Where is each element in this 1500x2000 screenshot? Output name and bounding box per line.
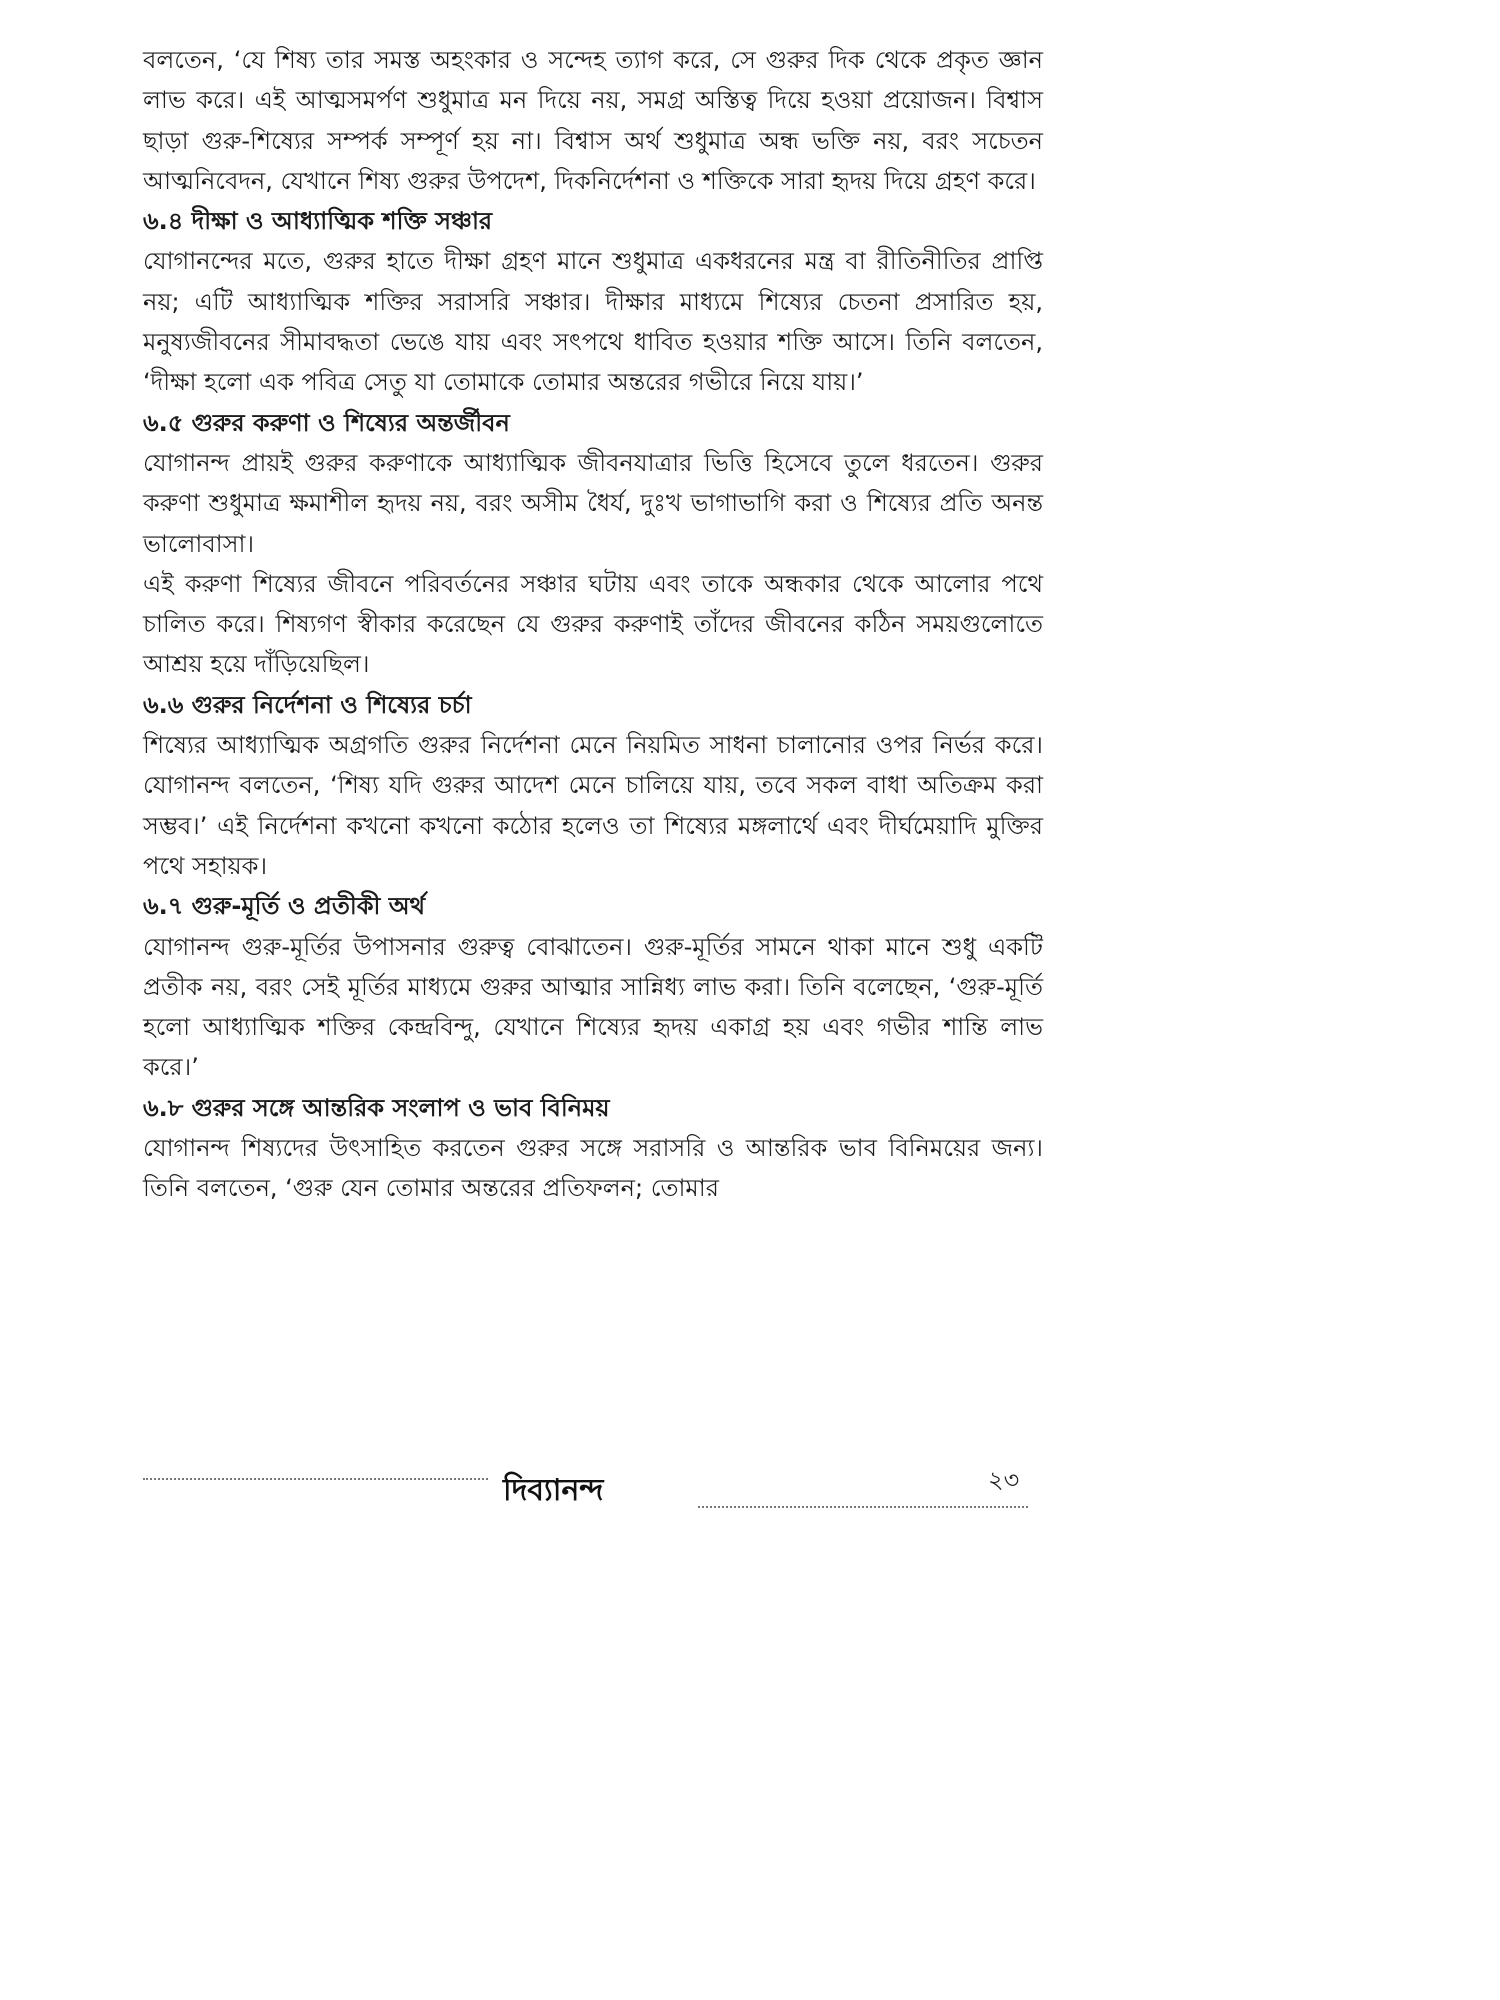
section-heading-6-6: ৬.৬ গুরুর নির্দেশনা ও শিষ্যের চর্চা [143, 690, 472, 719]
page-footer [143, 1462, 1043, 1522]
paragraph-songlap: যোগানন্দ শিষ্যদের উৎসাহিত করতেন গুরুর সঙ্গে সরাসরি ও আন্তরিক ভাব বিনিময়ের জন্য। তিনি বলতেন, ‘গুরু যেন তোমার অন্তরের প্রতিফলন; তোমার [143, 1134, 1043, 1203]
paragraph-intro: বলতেন, ‘যে শিষ্য তার সমস্ত অহংকার ও সন্দেহ ত্যাগ করে, সে গুরুর দিক থেকে প্রকৃত জ্ঞান লাভ করে। এই আত্মসমর্পণ শুধুমাত্র মন দিয়ে নয়, সমগ্র অস্তিত্ব দিয়ে হওয়া প্রয়োজন। বিশ্বাস ছাড়া গুরু-শিষ্যের সম্পর্ক সম্পূর্ণ হয় না। বিশ্বাস অর্থ শুধুমাত্র অন্ধ ভক্তি নয়, বরং সচেতন আত্মনিবেদন, যেখানে শিষ্য গুরুর উপদেশ, দিকনির্দেশনা ও শক্তিকে সারা হৃদয় দিয়ে গ্রহণ করে। [143, 46, 1043, 195]
footer-rule-right [698, 1506, 1028, 1508]
section-heading-6-4: ৬.৪ দীক্ষা ও আধ্যাত্মিক শক্তি সঞ্চার [143, 207, 493, 236]
footer-book-title: দিব্যানন্দ [503, 1473, 604, 1508]
section-heading-6-8: ৬.৮ গুরুর সঙ্গে আন্তরিক সংলাপ ও ভাব বিনিময় [143, 1093, 610, 1122]
footer-rule-left [143, 1478, 488, 1480]
paragraph-karuna-2: এই করুণা শিষ্যের জীবনে পরিবর্তনের সঞ্চার ঘটায় এবং তাকে অন্ধকার থেকে আলোর পথে চালিত করে। শিষ্যগণ স্বীকার করেছেন যে গুরুর করুণাই তাঁদের জীবনের কঠিন সময়গুলোতে আশ্রয় হয়ে দাঁড়িয়েছিল। [143, 569, 1043, 679]
paragraph-nirdeshona: শিষ্যের আধ্যাত্মিক অগ্রগতি গুরুর নির্দেশনা মেনে নিয়মিত সাধনা চালানোর ওপর নির্ভর করে। যোগানন্দ বলতেন, ‘শিষ্য যদি গুরুর আদেশ মেনে চালিয়ে যায়, তবে সকল বাধা অতিক্রম করা সম্ভব।’ এই নির্দেশনা কখনো কখনো কঠোর হলেও তা শিষ্যের মঙ্গলার্থে এবং দীর্ঘমেয়াদি মুক্তির পথে সহায়ক। [143, 731, 1043, 880]
paragraph-karuna-1: যোগানন্দ প্রায়ই গুরুর করুণাকে আধ্যাত্মিক জীবনযাত্রার ভিত্তি হিসেবে তুলে ধরতেন। গুরুর করুণা শুধুমাত্র ক্ষমাশীল হৃদয় নয়, বরং অসীম ধৈর্য, দুঃখ ভাগাভাগি করা ও শিষ্যের প্রতি অনন্ত ভালোবাসা। [143, 448, 1043, 558]
page-body [143, 40, 1043, 1209]
paragraph-diksha: যোগানন্দের মতে, গুরুর হাতে দীক্ষা গ্রহণ মানে শুধুমাত্র একধরনের মন্ত্র বা রীতিনীতির প্রাপ্তি নয়; এটি আধ্যাত্মিক শক্তির সরাসরি সঞ্চার। দীক্ষার মাধ্যমে শিষ্যের চেতনা প্রসারিত হয়, মনুষ্যজীবনের সীমাবদ্ধতা ভেঙে যায় এবং সৎপথে ধাবিত হওয়ার শক্তি আসে। তিনি বলতেন, ‘দীক্ষা হলো এক পবিত্র সেতু যা তোমাকে তোমার অন্তরের গভীরে নিয়ে যায়।’ [143, 247, 1043, 397]
page-number: ২৩ [988, 1466, 1020, 1494]
section-heading-6-7: ৬.৭ গুরু-মূর্তি ও প্রতীকী অর্থ [143, 892, 426, 921]
paragraph-guru-murti: যোগানন্দ গুরু-মূর্তির উপাসনার গুরুত্ব বোঝাতেন। গুরু-মূর্তির সামনে থাকা মানে শুধু একটি প্রতীক নয়, বরং সেই মূর্তির মাধ্যমে গুরুর আত্মার সান্নিধ্য লাভ করা। তিনি বলেছেন, ‘গুরু-মূর্তি হলো আধ্যাত্মিক শক্তির কেন্দ্রবিন্দু, যেখানে শিষ্যের হৃদয় একাগ্র হয় এবং গভীর শান্তি লাভ করে।’ [143, 932, 1043, 1082]
section-heading-6-5: ৬.৫ গুরুর করুণা ও শিষ্যের অন্তর্জীবন [143, 408, 510, 437]
